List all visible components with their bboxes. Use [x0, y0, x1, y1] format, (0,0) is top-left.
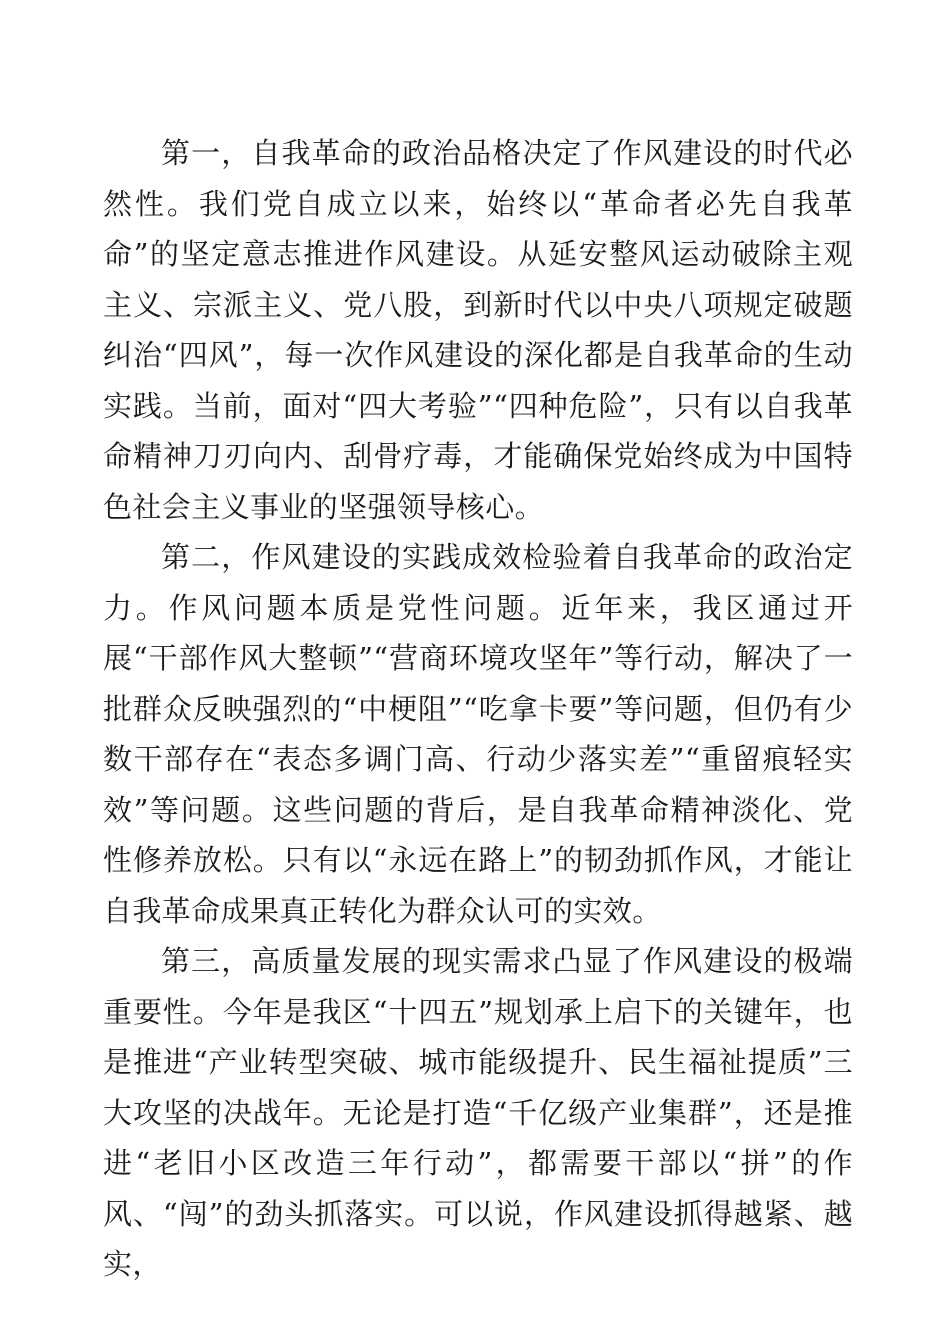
document-body	[103, 128, 853, 1290]
paragraph-second: 第二，作风建设的实践成效检验着自我革命的政治定力。作风问题本质是党性问题。近年来，我区通过开展“干部作风大整顿”“营商环境攻坚年”等行动，解决了一批群众反映强烈的“中梗阻”“吃拿卡要”等问题，但仍有少数干部存在“表态多调门高、行动少落实差”“重留痕轻实效”等问题。这些问题的背后，是自我革命精神淡化、党性修养放松。只有以“永远在路上”的韧劲抓作风，才能让自我革命成果真正转化为群众认可的实效。	[103, 540, 853, 928]
paragraph-third: 第三，高质量发展的现实需求凸显了作风建设的极端重要性。今年是我区“十四五”规划承上启下的关键年，也是推进“产业转型突破、城市能级提升、民生福祉提质”三大攻坚的决战年。无论是打造“千亿级产业集群”，还是推进“老旧小区改造三年行动”，都需要干部以“拼”的作风、“闯”的劲头抓落实。可以说，作风建设抓得越紧、越实，	[103, 944, 853, 1281]
paragraph-first: 第一，自我革命的政治品格决定了作风建设的时代必然性。我们党自成立以来，始终以“革命者必先自我革命”的坚定意志推进作风建设。从延安整风运动破除主观主义、宗派主义、党八股，到新时代以中央八项规定破题纠治“四风”，每一次作风建设的深化都是自我革命的生动实践。当前，面对“四大考验”“四种危险”，只有以自我革命精神刀刃向内、刮骨疗毒，才能确保党始终成为中国特色社会主义事业的坚强领导核心。	[103, 136, 853, 524]
